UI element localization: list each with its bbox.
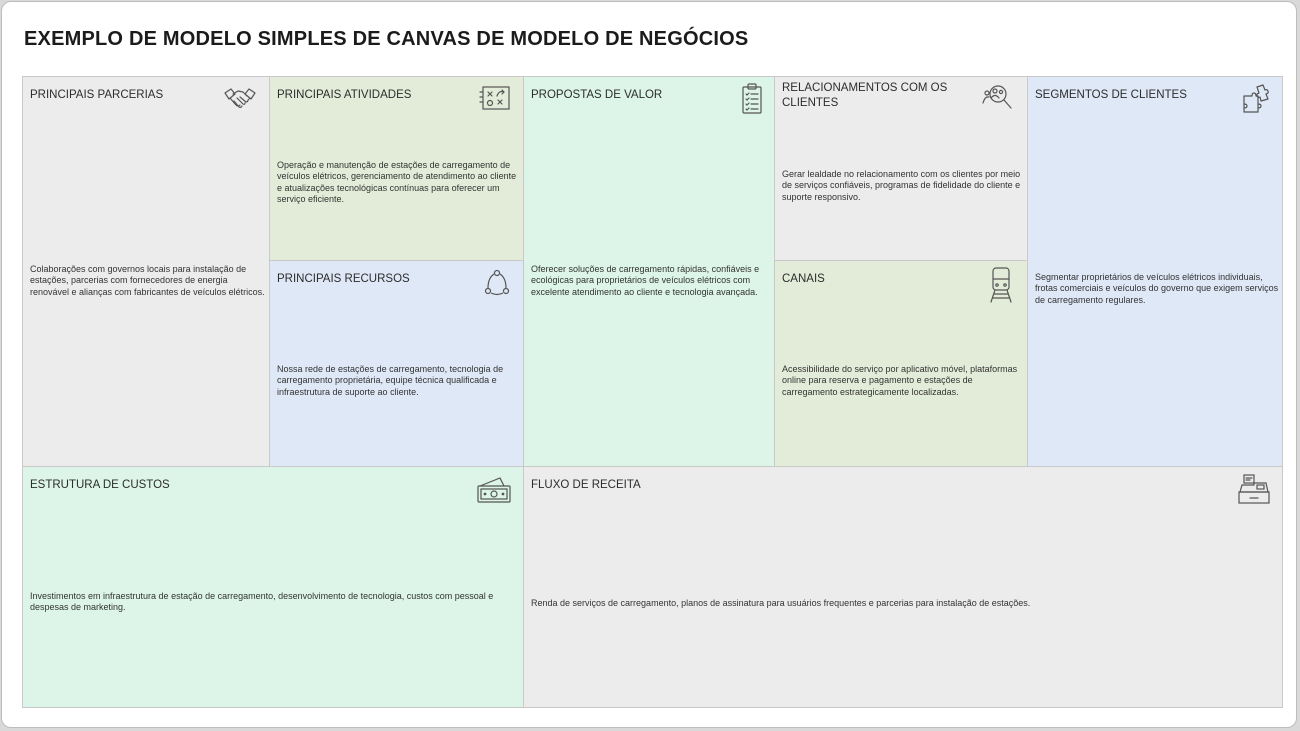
section-principais-parcerias [23, 77, 270, 467]
handshake-icon [223, 86, 257, 112]
section-text: Gerar lealdade no relacionamento com os clientes por meio de serviços confiáveis, programas de fidelidade do cliente e suporte responsivo. [782, 169, 1021, 202]
train-icon [990, 267, 1012, 303]
section-text: Acessibilidade do serviço por aplicativo móvel, plataformas online para reserva e pagamento e estações de carregamento estrategicamente localizadas. [782, 364, 1018, 397]
canvas-frame [1, 1, 1297, 728]
section-text: Segmentar proprietários de veículos elétricos individuais, frotas comerciais e veículos do governo que exigem serviços de carregamento regulares. [1035, 272, 1279, 305]
section-label: PROPOSTAS DE VALOR [531, 89, 663, 101]
section-text: Renda de serviços de carregamento, planos de assinatura para usuários frequentes e parcerias para instalação de estações. [531, 598, 1031, 608]
section-principais-recursos [270, 261, 524, 467]
section-fluxo-de-receita [524, 467, 1282, 707]
strategy-board-icon [479, 85, 511, 111]
section-text: Investimentos em infraestrutura de estação de carregamento, desenvolvimento de tecnologia, custos com pessoal e despesas de marketing. [30, 591, 494, 613]
section-label: PRINCIPAIS PARCERIAS [30, 89, 164, 101]
section-label: PRINCIPAIS RECURSOS [277, 273, 410, 285]
money-bill-icon [476, 476, 512, 504]
section-estrutura-de-custos [23, 467, 524, 707]
section-label: FLUXO DE RECEITA [531, 479, 641, 491]
puzzle-icon [1242, 84, 1272, 114]
section-label: RELACIONAMENTOS COM OS CLIENTES [782, 82, 948, 109]
section-segmentos-de-clientes [1028, 77, 1282, 467]
section-principais-atividades [270, 77, 524, 261]
section-text: Oferecer soluções de carregamento rápidas, confiáveis e ecológicas para proprietários de veículos elétricos com excelente atendimento ao cliente e tecnologia avançada. [531, 264, 760, 297]
section-canais [775, 261, 1028, 467]
section-label: CANAIS [782, 273, 825, 285]
section-text: Operação e manutenção de estações de carregamento de veículos elétricos, gerenciamento de atendimento ao cliente e atualizações tecnológicas contínuas para oferecer um serviço eficiente. [277, 160, 517, 205]
section-label: SEGMENTOS DE CLIENTES [1035, 89, 1187, 101]
section-label: PRINCIPAIS ATIVIDADES [277, 89, 412, 101]
section-label: ESTRUTURA DE CUSTOS [30, 479, 170, 491]
section-relacionamentos-com-os-clientes [775, 77, 1028, 261]
section-text: Nossa rede de estações de carregamento, tecnologia de carregamento proprietária, equipe técnica qualificada e infraestrutura de suporte ao cliente. [277, 364, 504, 397]
people-search-icon [981, 83, 1015, 111]
network-cycle-icon [484, 269, 510, 297]
section-propostas-de-valor [524, 77, 775, 467]
page-title: EXEMPLO DE MODELO SIMPLES DE CANVAS DE MODELO DE NEGÓCIOS [24, 28, 749, 50]
section-text: Colaborações com governos locais para instalação de estações, parcerias com fornecedores de energia renovável e alianças com fabricantes de veículos elétricos. [30, 264, 265, 297]
cash-register-icon [1238, 474, 1270, 504]
clipboard-checklist-icon [741, 83, 763, 115]
business-model-canvas [22, 76, 1283, 708]
